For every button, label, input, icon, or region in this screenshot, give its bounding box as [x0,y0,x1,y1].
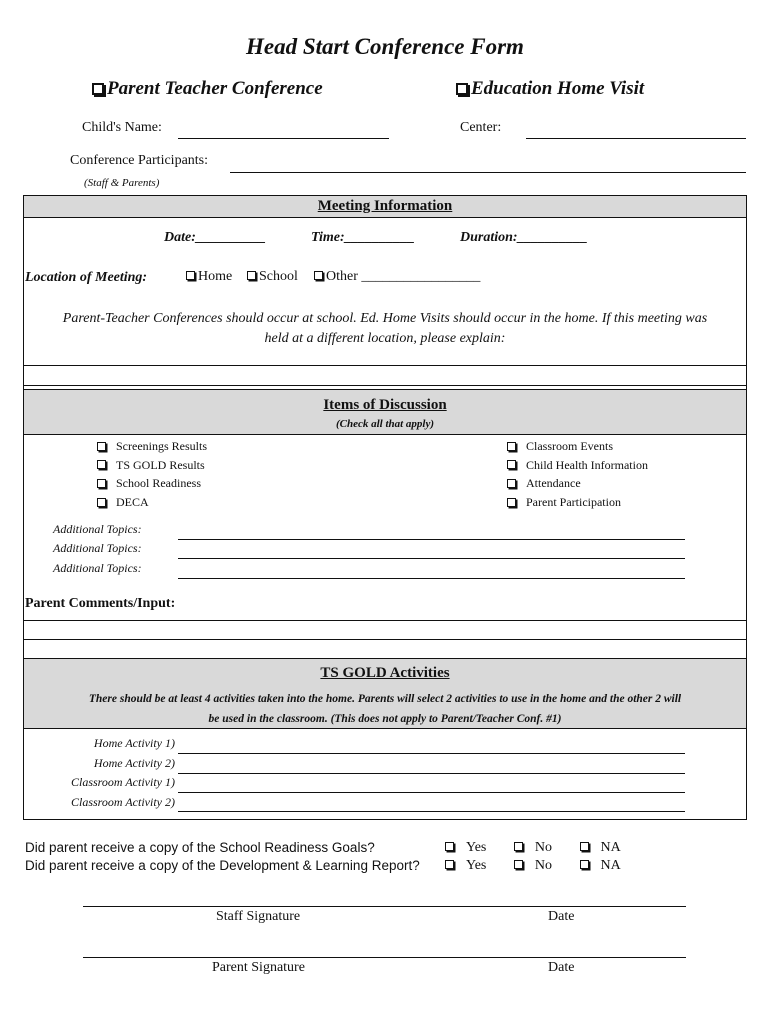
checkbox-icon[interactable] [92,83,104,95]
form-title: Head Start Conference Form [246,34,524,59]
checkbox-icon[interactable] [507,460,516,469]
date-field[interactable]: Date:__________ [164,230,266,245]
discussion-item[interactable]: Parent Participation [507,493,648,512]
discussion-right-list [507,437,648,512]
checkbox-icon[interactable] [97,442,106,451]
checkbox-icon[interactable] [314,271,323,280]
activity-label: Classroom Activity 1) [71,775,175,789]
discussion-item[interactable]: Classroom Events [507,437,648,456]
q2-na-option[interactable]: NA [580,858,633,873]
checkbox-icon[interactable] [247,271,256,280]
discussion-title: Items of Discussion [323,397,447,413]
additional-topics-field[interactable] [178,578,685,579]
additional-topics-label: Additional Topics: [53,522,142,536]
parent-signature-line[interactable] [83,957,686,958]
activity-field[interactable] [178,773,685,774]
activity-label: Classroom Activity 2) [71,795,175,809]
q1-yes-option[interactable]: Yes [445,840,498,855]
location-note: Parent-Teacher Conferences should occur at school. Ed. Home Visits should occur in the home. If this meeting was held at a different location, please explain: [62,311,708,346]
q1-options [445,840,645,856]
staff-date-label: Date [548,909,575,924]
discussion-left-list [97,437,207,512]
discussion-item[interactable]: Attendance [507,474,648,493]
additional-topics-field[interactable] [178,558,685,559]
location-other-option[interactable]: Other _________________ [314,269,480,285]
parent-comments-line[interactable] [24,620,746,621]
option-parent-teacher-conference[interactable]: Parent Teacher Conference [92,78,323,100]
staff-signature-line[interactable] [83,906,686,907]
staff-signature-label: Staff Signature [216,909,301,924]
discussion-item[interactable]: Screenings Results [97,437,207,456]
checkbox-icon[interactable] [97,498,106,507]
discussion-item[interactable]: Child Health Information [507,456,648,475]
q2-no-option[interactable]: No [514,858,564,873]
meeting-info-title: Meeting Information [317,198,453,214]
parent-comments-label: Parent Comments/Input: [25,596,176,611]
tsgold-title: TS GOLD Activities [320,665,450,681]
checkbox-icon[interactable] [445,860,454,869]
activity-label: Home Activity 2) [93,756,175,770]
explain-line[interactable] [24,385,746,386]
checkbox-icon[interactable] [507,498,516,507]
activity-field[interactable] [178,792,685,793]
q1-na-option[interactable]: NA [580,840,633,855]
participants-note: (Staff & Parents) [84,177,160,189]
additional-topics-field[interactable] [178,539,685,540]
checkbox-icon[interactable] [514,860,523,869]
checkbox-icon[interactable] [507,479,516,488]
q1-no-option[interactable]: No [514,840,564,855]
parent-comments-line[interactable] [24,639,746,640]
center-field[interactable] [526,138,746,139]
participants-field[interactable] [230,172,746,173]
child-name-field[interactable] [178,138,389,139]
parent-signature-label: Parent Signature [212,960,305,975]
tsgold-note: There should be at least 4 activities taken into the home. Parents will select 2 activities to use in the home and the other 2 will be used in the classroom. (This does not apply to Parent/Teacher Conf. #1) [88,693,682,725]
discussion-item[interactable]: DECA [97,493,207,512]
checkbox-icon[interactable] [507,442,516,451]
activity-field[interactable] [178,753,685,754]
activity-field[interactable] [178,811,685,812]
discussion-subtitle: (Check all that apply) [335,418,435,430]
location-label: Location of Meeting: [25,270,148,285]
question-readiness-goals: Did parent receive a copy of the School Readiness Goals? [25,840,375,855]
location-school-option[interactable]: School [247,269,298,285]
discussion-item[interactable]: School Readiness [97,474,207,493]
participants-label: Conference Participants: [70,153,209,168]
question-development-report: Did parent receive a copy of the Development & Learning Report? [25,858,420,873]
option-education-home-visit[interactable]: Education Home Visit [456,78,644,100]
discussion-item[interactable]: TS GOLD Results [97,456,207,475]
parent-date-label: Date [548,960,575,975]
checkbox-icon[interactable] [97,460,106,469]
duration-field[interactable]: Duration:__________ [460,230,588,245]
additional-topics-label: Additional Topics: [53,541,142,555]
additional-topics-label: Additional Topics: [53,561,142,575]
q2-options [445,858,645,874]
checkbox-icon[interactable] [456,83,468,95]
checkbox-icon[interactable] [580,860,589,869]
q2-yes-option[interactable]: Yes [445,858,498,873]
activity-label: Home Activity 1) [93,736,175,750]
location-home-option[interactable]: Home [186,269,232,285]
checkbox-icon[interactable] [514,842,523,851]
checkbox-icon[interactable] [97,479,106,488]
center-label: Center: [460,120,502,135]
checkbox-icon[interactable] [580,842,589,851]
checkbox-icon[interactable] [186,271,195,280]
child-name-label: Child's Name: [82,120,162,135]
checkbox-icon[interactable] [445,842,454,851]
time-field[interactable]: Time:__________ [311,230,415,245]
